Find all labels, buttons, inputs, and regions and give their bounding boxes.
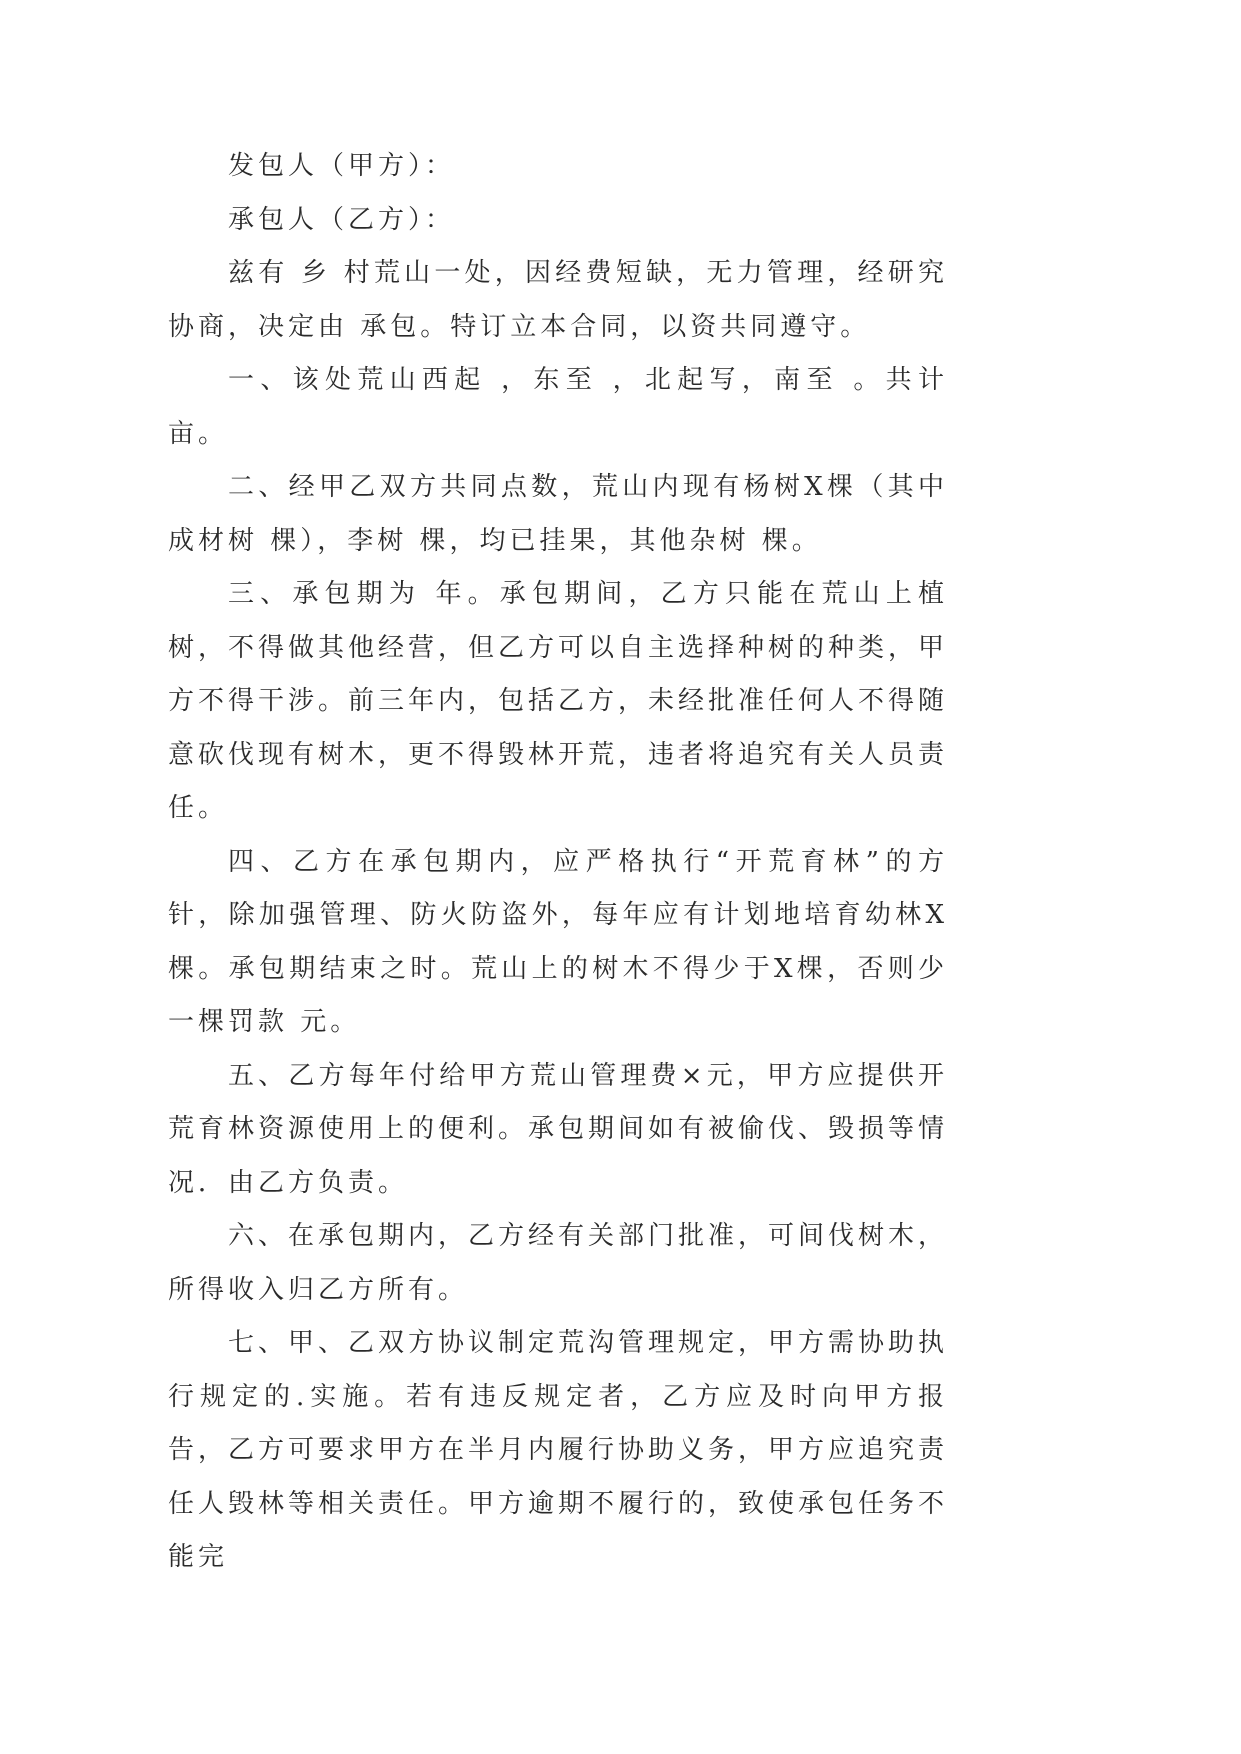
contract-body bbox=[168, 140, 948, 1585]
party-a-line: 发包人（甲方）： bbox=[228, 151, 456, 181]
clause-2-paragraph: 二、经甲乙双方共同点数，荒山内现有杨树X棵（其中成材树 棵），李树 棵，均已挂果，其他杂树 棵。 bbox=[168, 472, 948, 556]
clause-6-paragraph: 六、在承包期内，乙方经有关部门批准，可间伐树木，所得收入归乙方所有。 bbox=[168, 1221, 949, 1305]
preamble-paragraph: 兹有 乡 村荒山一处，因经费短缺，无力管理，经研究协商，决定由 承包。特订立本合同，以资共同遵守。 bbox=[168, 258, 948, 342]
clause-5-paragraph: 五、乙方每年付给甲方荒山管理费×元，甲方应提供开荒育林资源使用上的便利。承包期间如有被偷伐、毁损等情况．由乙方负责。 bbox=[168, 1060, 949, 1198]
clause-4-paragraph: 四、乙方在承包期内，应严格执行“开荒育林”的方针，除加强管理、防火防盗外，每年应有计划地培育幼林X棵。承包期结束之时。荒山上的树木不得少于X棵，否则少一棵罚款 元。 bbox=[168, 846, 948, 1037]
clause-1-paragraph: 一、该处荒山西起 ，东至 ，北起写，南至 。共计 亩。 bbox=[168, 365, 948, 449]
clause-3-paragraph: 三、承包期为 年。承包期间，乙方只能在荒山上植树，不得做其他经营，但乙方可以自主选择种树的种类，甲方不得干涉。前三年内，包括乙方，未经批准任何人不得随意砍伐现有树木，更不得毁林开荒，违者将追究有关人员责任。 bbox=[168, 579, 949, 823]
clause-7-paragraph: 七、甲、乙双方协议制定荒沟管理规定，甲方需协助执行规定的.实施。若有违反规定者，乙方应及时向甲方报告，乙方可要求甲方在半月内履行协助义务，甲方应追究责任人毁林等相关责任。甲方逾期不履行的，致使承包任务不能完 bbox=[168, 1328, 949, 1572]
party-b-line: 承包人（乙方）： bbox=[228, 204, 456, 235]
